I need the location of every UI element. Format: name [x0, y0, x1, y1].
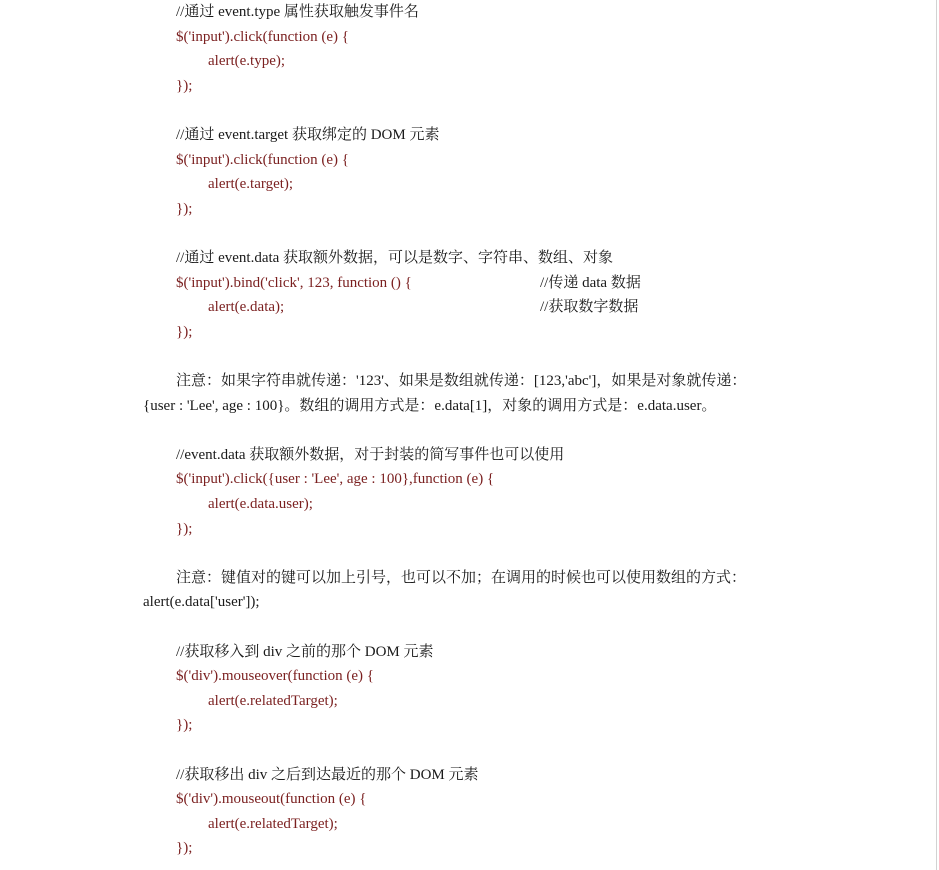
code-line: alert(e.type); [208, 53, 286, 70]
code-comment: //event.data 获取额外数据，对于封装的简写事件也可以使用 [176, 446, 565, 463]
code-comment: //获取移入到 div 之前的那个 DOM 元素 [176, 643, 434, 660]
note-paragraph-continued: alert(e.data['user']); [143, 594, 260, 611]
code-line: $('input').click(function (e) { [176, 28, 349, 45]
code-line: alert(e.data); [208, 299, 285, 316]
code-line: $('input').click({user : 'Lee', age : 100},function (e) { [176, 471, 495, 488]
code-line: $('div').mouseover(function (e) { [176, 668, 374, 685]
code-line: alert(e.data.user); [208, 496, 313, 512]
code-line: alert(e.target); [208, 176, 294, 193]
code-comment: //通过 event.data 获取额外数据，可以是数字、字符串、数组、对象 [176, 250, 614, 266]
code-line: }); [176, 77, 193, 94]
inline-comment: //获取数字数据 [540, 299, 639, 316]
code-line: $('input').click(function (e) { [176, 151, 349, 168]
note-paragraph-continued: {user : 'Lee', age : 100}。数组的调用方式是：e.data[1]，对象的调用方式是：e.data.user。 [143, 397, 717, 414]
code-line: $('input').bind('click', 123, function () { [176, 274, 412, 291]
code-line: }); [176, 200, 193, 217]
inline-comment: //传递 data 数据 [540, 274, 641, 291]
code-line: }); [176, 323, 193, 340]
note-paragraph: 注意：键值对的键可以加上引号，也可以不加；在调用的时候也可以使用数组的方式： [176, 569, 747, 586]
code-comment: //获取移出 div 之后到达最近的那个 DOM 元素 [176, 766, 479, 783]
code-comment: //通过 event.target 获取绑定的 DOM 元素 [176, 127, 440, 143]
code-line: $('div').mouseout(function (e) { [176, 791, 367, 808]
code-line: }); [176, 840, 193, 857]
code-line: alert(e.relatedTarget); [208, 815, 338, 832]
page-edge-divider [936, 0, 937, 870]
code-line: alert(e.relatedTarget); [208, 692, 338, 709]
code-comment: //通过 event.type 属性获取触发事件名 [176, 4, 419, 20]
code-line: }); [176, 717, 193, 734]
note-paragraph: 注意：如果字符串就传递：'123'、如果是数组就传递：[123,'abc']，如果是对象就传递： [176, 373, 747, 389]
code-line: }); [176, 520, 193, 537]
